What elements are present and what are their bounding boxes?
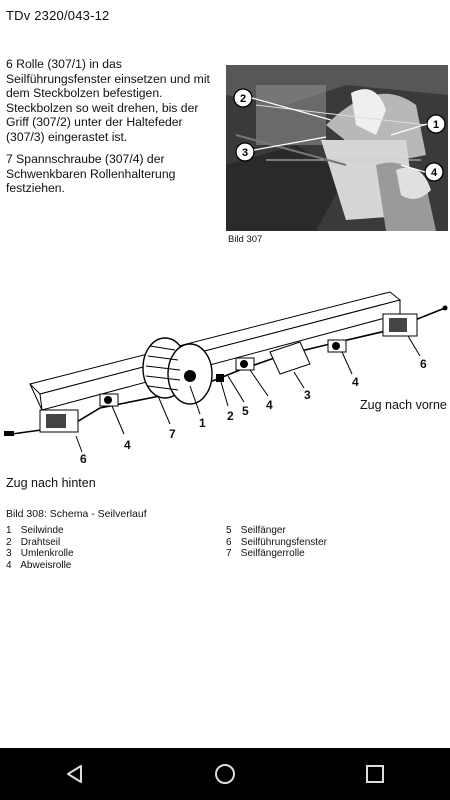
legend-item: 7 Seilfängerrolle (226, 548, 305, 559)
callout-3-label: 3 (241, 147, 249, 159)
legend-left (6, 525, 74, 571)
photo-bild-307 (226, 65, 448, 231)
label-6-front: 6 (420, 357, 427, 371)
photo-illustration (226, 65, 448, 231)
legend-item: 4 Abweisrolle (6, 559, 72, 571)
label-6-back: 6 (80, 452, 87, 466)
rope-routing-diagram (0, 286, 450, 494)
label-3: 3 (304, 388, 311, 402)
home-circle-icon (213, 762, 237, 786)
rope-end-front (443, 306, 448, 311)
doc-code: TDv 2320/043-12 (6, 8, 110, 23)
direction-front-label: Zug nach vorne (360, 398, 447, 412)
legend-item: 6 Seilführungsfenster (226, 536, 327, 548)
label-4-left: 4 (124, 438, 131, 452)
legend-item: 5 Seilfänger (226, 525, 286, 536)
label-2: 2 (227, 409, 234, 423)
back-triangle-icon (64, 763, 86, 785)
label-4-middle: 4 (266, 398, 273, 412)
seilwinde (143, 338, 212, 404)
direction-back-label: Zug nach hinten (6, 476, 96, 490)
label-1: 1 (199, 416, 206, 430)
legend-item: 2 Drahtseil (6, 536, 61, 548)
figure-caption: Bild 308: Schema - Seilverlauf (6, 508, 147, 520)
step-6-text: 6 Rolle (307/1) in das Seilführungsfenster einsetzen und mit dem Steckbolzen befestigen. Steckbolzen so weit drehen, bis der Griff (307/2) unter der Haltefeder (307/3) eingerastet ist. (6, 57, 210, 144)
legend-item: 3 Umlenkrolle (6, 548, 74, 559)
legend-item: 1 Seilwinde (6, 525, 64, 536)
seilfaenger (216, 374, 224, 382)
callout-2-label: 2 (239, 93, 247, 105)
home-button[interactable] (195, 748, 255, 800)
recents-button[interactable] (345, 748, 405, 800)
back-button[interactable] (45, 748, 105, 800)
label-7: 7 (169, 427, 176, 441)
callout-4-label: 4 (430, 167, 438, 179)
seilfuehrungsfenster-back (40, 410, 78, 432)
seilfuehrungsfenster-front (383, 314, 417, 336)
label-5: 5 (242, 404, 249, 418)
abweisrolle-middle (236, 358, 254, 370)
abweisrolle-right (328, 340, 346, 352)
callout-1-label: 1 (432, 119, 440, 131)
android-nav-bar (0, 748, 450, 800)
recents-square-icon (364, 763, 386, 785)
step-7-text: 7 Spannschraube (307/4) der Schwenkbaren Rollenhalterung festziehen. (6, 152, 176, 195)
photo-caption: Bild 307 (228, 234, 263, 245)
rope-end-back (4, 431, 14, 436)
legend-right (226, 525, 327, 560)
abweisrolle-left (100, 394, 118, 406)
label-4-right: 4 (352, 375, 359, 389)
schematic-bild-308 (0, 286, 450, 494)
